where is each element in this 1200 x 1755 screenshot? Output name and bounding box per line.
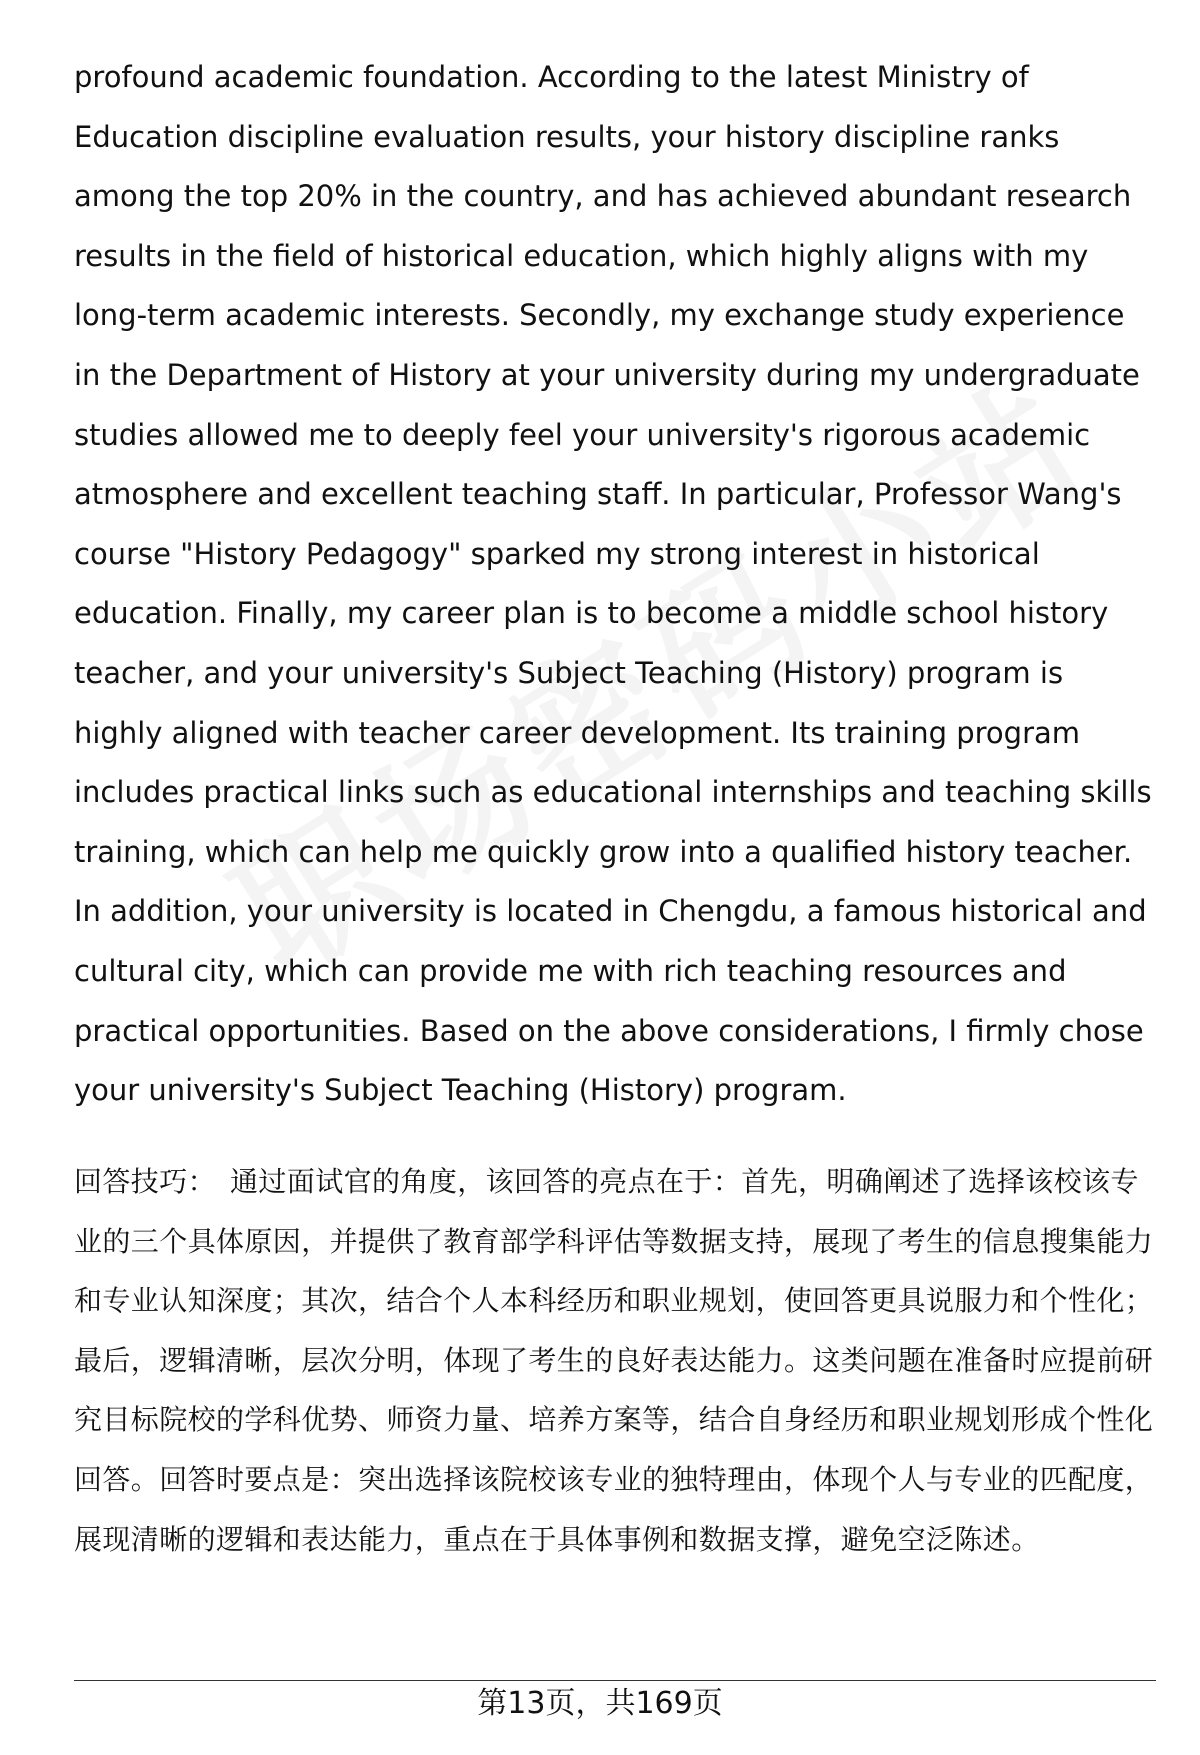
page-number: 第13页，共169页 bbox=[477, 1686, 723, 1721]
answer-tips-paragraph bbox=[74, 1152, 1156, 1569]
answer-paragraph: profound academic foundation. According to the latest Ministry of Education discipline evaluation results, your history discipline ranks among the top 20% in the country, and has achieved abundant research results in the field of historical education, which highly aligns with my long-term academic interests. Secondly, my exchange study experience in the Department of History at your university during my undergraduate studies allowed me to deeply feel your university's rigorous academic atmosphere and excellent teaching staff. In particular, Professor Wang's course "History Pedagogy" sparked my strong interest in historical education. Finally, my career plan is to become a middle school history teacher, and your university's Subject Teaching (History) program is highly aligned with teacher career development. Its training program includes practical links such as educational internships and teaching skills training, which can help me quickly grow into a qualified history teacher. In addition, your university is located in Chengdu, a famous historical and cultural city, which can provide me with rich teaching resources and practical opportunities. Based on the above considerations, I firmly chose your university's Subject Teaching (History) program. bbox=[74, 60, 1152, 1108]
footer-divider bbox=[74, 1680, 1156, 1681]
tips-text: 通过面试官的角度，该回答的亮点在于：首先，明确阐述了选择该校该专业的三个具体原因，并提供了教育部学科评估等数据支持，展现了考生的信息搜集能力和专业认知深度；其次，结合个人本科经历和职业规划，使回答更具说服力和个性化；最后，逻辑清晰，层次分明，体现了考生的良好表达能力。这类问题在准备时应提前研究目标院校的学科优势、师资力量、培养方案等，结合自身经历和职业规划形成个性化回答。回答时要点是：突出选择该院校该专业的独特理由，体现个人与专业的匹配度，展现清晰的逻辑和表达能力，重点在于具体事例和数据支撑，避免空泛陈述。 bbox=[74, 1165, 1154, 1556]
tips-label: 回答技巧： bbox=[74, 1165, 217, 1198]
